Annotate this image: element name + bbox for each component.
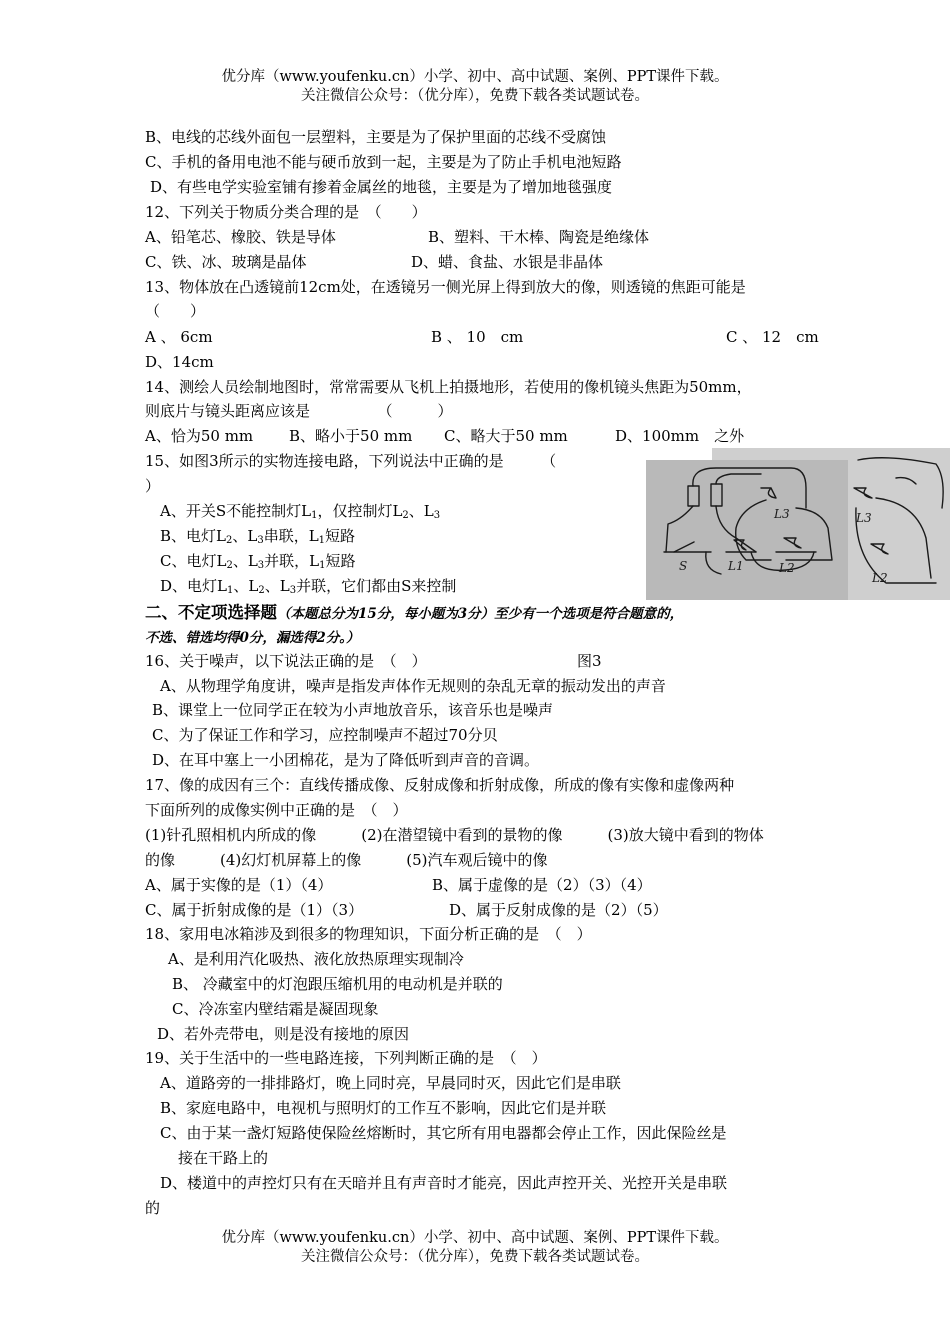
page-footer-line1: 优分库（www.youfenku.cn）小学、初中、高中试题、案例、PPT课件下载。 — [221, 1230, 729, 1246]
figure-bg-front — [646, 460, 848, 600]
q19-option-c-line2: 接在干路上的 — [178, 1149, 269, 1167]
page-footer-line2: 关注微信公众号：（优分库），免费下载各类试题试卷。 — [301, 1249, 649, 1265]
figure-label-l1: L1 — [728, 559, 744, 573]
q18-option-b: B、 冷藏室中的灯泡跟压缩机用的电动机是并联的 — [172, 975, 503, 993]
q17-option-a: A、属于实像的是（1）（4） — [145, 876, 333, 894]
q19-option-c: C、由于某一盏灯短路使保险丝熔断时，其它所有用电器都会停止工作，因此保险丝是 — [160, 1124, 727, 1142]
figure-label-l2-back: L2 — [872, 571, 888, 585]
page-header-line2: 关注微信公众号：（优分库），免费下载各类试题试卷。 — [301, 88, 649, 104]
q13-paren: （ ） — [145, 302, 206, 320]
q16-option-b: B、课堂上一位同学正在较为小声地放音乐，该音乐也是噪声 — [152, 701, 554, 719]
circuit-figure — [646, 448, 950, 600]
q15-option-c: C、电灯$L_2$、$L_3$并联，$L_1$短路 — [160, 552, 356, 571]
figure-label-l2: L2 — [779, 561, 795, 575]
figure-caption: 图3 — [577, 652, 602, 670]
figure-label-s: S — [679, 559, 688, 573]
q19-stem: 19、关于生活中的一些电路连接，下列判断正确的是 （ ） — [145, 1049, 547, 1067]
q15-close-paren: ） — [145, 477, 161, 495]
q17-items-line2: 的像 (4)幻灯机屏幕上的像 (5)汽车观后镜中的像 — [145, 851, 548, 869]
q17-stem-line2: 下面所列的成像实例中正确的是 （ ） — [145, 801, 408, 819]
q16-option-c: C、为了保证工作和学习，应控制噪声不超过70分贝 — [152, 726, 498, 744]
figure-label-l3-back: L3 — [856, 511, 872, 525]
q15-option-a: A、开关S不能控制灯$L_1$，仅控制灯$L_2$、$L_3$ — [160, 502, 441, 521]
q12-option-b: B、塑料、干木棒、陶瓷是绝缘体 — [428, 228, 650, 246]
q12-stem: 12、下列关于物质分类合理的是 （ ） — [145, 203, 427, 221]
q17-stem: 17、像的成因有三个：直线传播成像、反射成像和折射成像，所成的像有实像和虚像两种 — [145, 776, 735, 794]
q17-option-d: D、属于反射成像的是（2）（5） — [449, 901, 668, 919]
q11-option-c: C、手机的备用电池不能与硬币放到一起，主要是为了防止手机电池短路 — [145, 153, 622, 171]
q13-option-d: D、14cm — [145, 353, 214, 371]
q14-stem-line2: 则底片与镜头距离应该是 （ ） — [145, 402, 453, 420]
q19-option-d: D、楼道中的声控灯只有在天暗并且有声音时才能亮，因此声控开关、光控开关是串联 — [160, 1174, 728, 1192]
q13-option-a: A 、 6cm — [145, 328, 213, 346]
q11-option-d: D、有些电学实验室铺有掺着金属丝的地毯，主要是为了增加地毯强度 — [150, 178, 613, 196]
q15-stem: 15、如图3所示的实物连接电路，下列说法中正确的是 （ — [145, 452, 557, 470]
page-header-line1: 优分库（www.youfenku.cn）小学、初中、高中试题、案例、PPT课件下载。 — [221, 69, 729, 85]
q14-stem: 14、测绘人员绘制地图时，常常需要从飞机上拍摄地形，若使用的像机镜头焦距为50mm， — [145, 378, 752, 396]
section2-heading: 二、不定项选择题（本题总分为15分，每小题为3分）至少有一个选项是符合题意的， — [145, 603, 684, 622]
q18-option-a: A、是利用汽化吸热、液化放热原理实现制冷 — [168, 950, 464, 968]
q18-stem: 18、家用电冰箱涉及到很多的物理知识，下面分析正确的是 （ ） — [145, 925, 592, 943]
q12-option-a: A、铅笔芯、橡胶、铁是导体 — [145, 228, 336, 246]
q12-option-c: C、铁、冰、玻璃是晶体 — [145, 253, 307, 271]
q11-option-b: B、电线的芯线外面包一层塑料，主要是为了保护里面的芯线不受腐蚀 — [145, 128, 607, 146]
q17-option-b: B、属于虚像的是（2）（3）（4） — [432, 876, 652, 894]
q12-option-d: D、蜡、食盐、水银是非晶体 — [411, 253, 604, 271]
q15-option-d: D、电灯$L_1$、$L_2$、$L_3$并联，它们都由S来控制 — [160, 577, 457, 596]
q13-option-c: C 、 12 cm — [726, 328, 819, 346]
figure-label-l3: L3 — [774, 507, 790, 521]
q17-option-c: C、属于折射成像的是（1）（3） — [145, 901, 364, 919]
q13-stem: 13、物体放在凸透镜前12cm处，在透镜另一侧光屏上得到放大的像，则透镜的焦距可能是 — [145, 278, 746, 296]
q16-option-d: D、在耳中塞上一小团棉花，是为了降低听到声音的音调。 — [152, 751, 540, 769]
q18-option-d: D、若外壳带电，则是没有接地的原因 — [157, 1025, 410, 1043]
q19-option-b: B、家庭电路中，电视机与照明灯的工作互不影响，因此它们是并联 — [160, 1099, 607, 1117]
q16-option-a: A、从物理学角度讲，噪声是指发声体作无规则的杂乱无章的振动发出的声音 — [160, 677, 666, 695]
q14-option-c: C、略大于50 mm — [444, 427, 568, 445]
q15-option-b: B、电灯$L_2$、$L_3$串联，$L_1$短路 — [160, 527, 356, 546]
q16-stem: 16、关于噪声，以下说法正确的是 （ ） — [145, 652, 427, 670]
q14-option-b: B、略小于50 mm — [289, 427, 413, 445]
q19-option-a: A、道路旁的一排排路灯，晚上同时亮，早晨同时灭，因此它们是串联 — [160, 1074, 621, 1092]
q17-items-line1: (1)针孔照相机内所成的像 (2)在潜望镜中看到的景物的像 (3)放大镜中看到的物体 — [145, 826, 764, 844]
q19-option-d-line2: 的 — [145, 1199, 161, 1217]
q14-option-d: D、100mm 之外 — [615, 427, 745, 445]
q13-option-b: B 、 10 cm — [431, 328, 524, 346]
section2-note-line2: 不选、错选均得0分，漏选得2分。） — [145, 630, 360, 646]
q18-option-c: C、冷冻室内壁结霜是凝固现象 — [172, 1000, 379, 1018]
q14-option-a: A、恰为50 mm — [145, 427, 254, 445]
